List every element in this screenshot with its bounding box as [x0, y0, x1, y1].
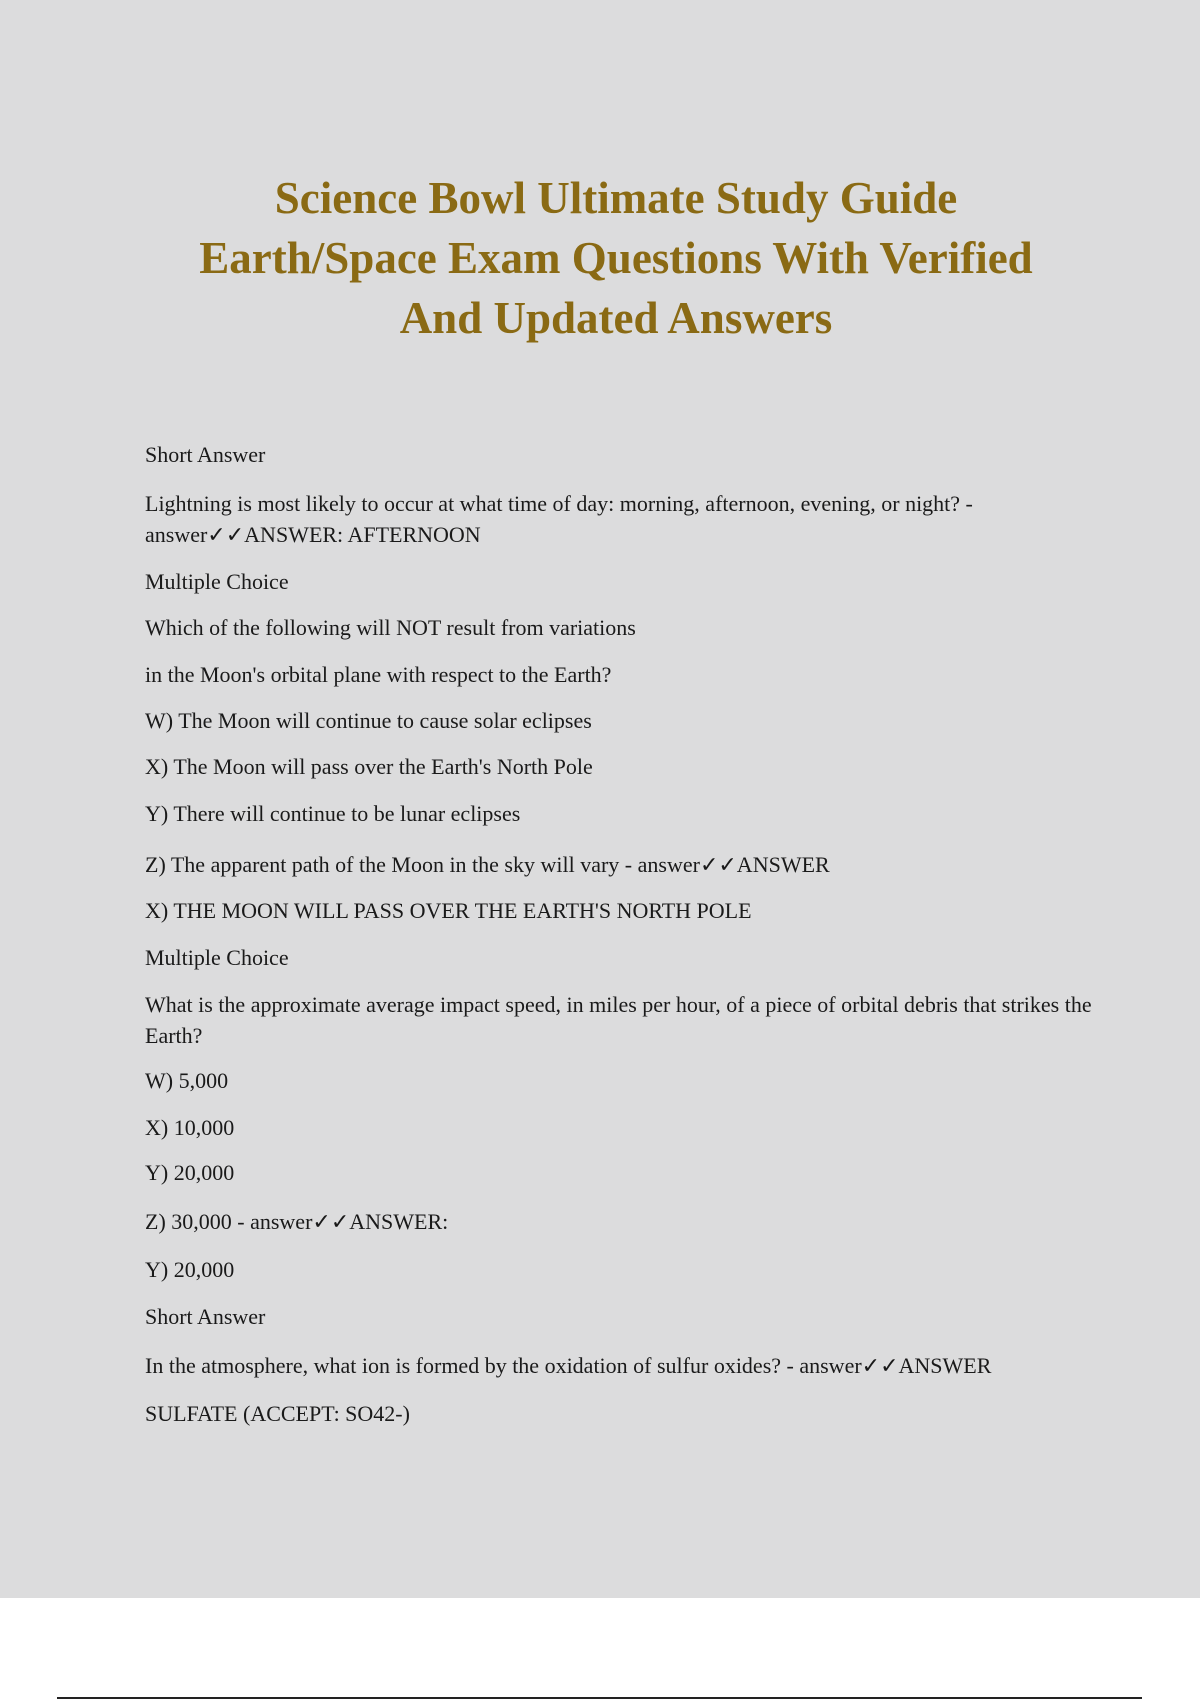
footer-divider	[57, 1697, 1142, 1699]
question-text: in the Moon's orbital plane with respect to the Earth?	[145, 662, 612, 687]
answer-option: X) The Moon will pass over the Earth's North Pole	[145, 754, 593, 779]
document-title	[100, 168, 1132, 348]
answer-key: Y) 20,000	[145, 1257, 235, 1282]
section-label: Short Answer	[145, 1304, 266, 1329]
title-line-2: Earth/Space Exam Questions With Verified	[199, 233, 1033, 283]
question-text: What is the approximate average impact speed, in miles per hour, of a piece of orbital debris that strikes the Earth?	[145, 992, 1092, 1048]
answer-option: Y) There will continue to be lunar eclipses	[145, 801, 521, 826]
answer-option: Z) The apparent path of the Moon in the sky will vary - answer✓✓ANSWER	[145, 852, 830, 877]
title-line-3: And Updated Answers	[399, 293, 833, 343]
answer-option: W) The Moon will continue to cause solar eclipses	[145, 708, 592, 733]
answer-option: Y) 20,000	[145, 1160, 235, 1185]
answer-option: W) 5,000	[145, 1068, 229, 1093]
answer-option: X) 10,000	[145, 1115, 235, 1140]
answer-key: SULFATE (ACCEPT: SO42-)	[145, 1401, 410, 1426]
question-text: Which of the following will NOT result from variations	[145, 615, 636, 640]
question-text: In the atmosphere, what ion is formed by the oxidation of sulfur oxides? - answer✓✓ANSWER	[145, 1353, 992, 1378]
answer-key: X) THE MOON WILL PASS OVER THE EARTH'S NORTH POLE	[145, 898, 752, 923]
section-label: Short Answer	[145, 442, 266, 467]
question-text: Lightning is most likely to occur at what time of day: morning, afternoon, evening, or night? - answer✓✓ANSWER: AFTERNOON	[145, 491, 973, 547]
title-line-1: Science Bowl Ultimate Study Guide	[274, 173, 958, 223]
section-label: Multiple Choice	[145, 569, 289, 594]
answer-option: Z) 30,000 - answer✓✓ANSWER:	[145, 1209, 449, 1234]
section-label: Multiple Choice	[145, 945, 289, 970]
